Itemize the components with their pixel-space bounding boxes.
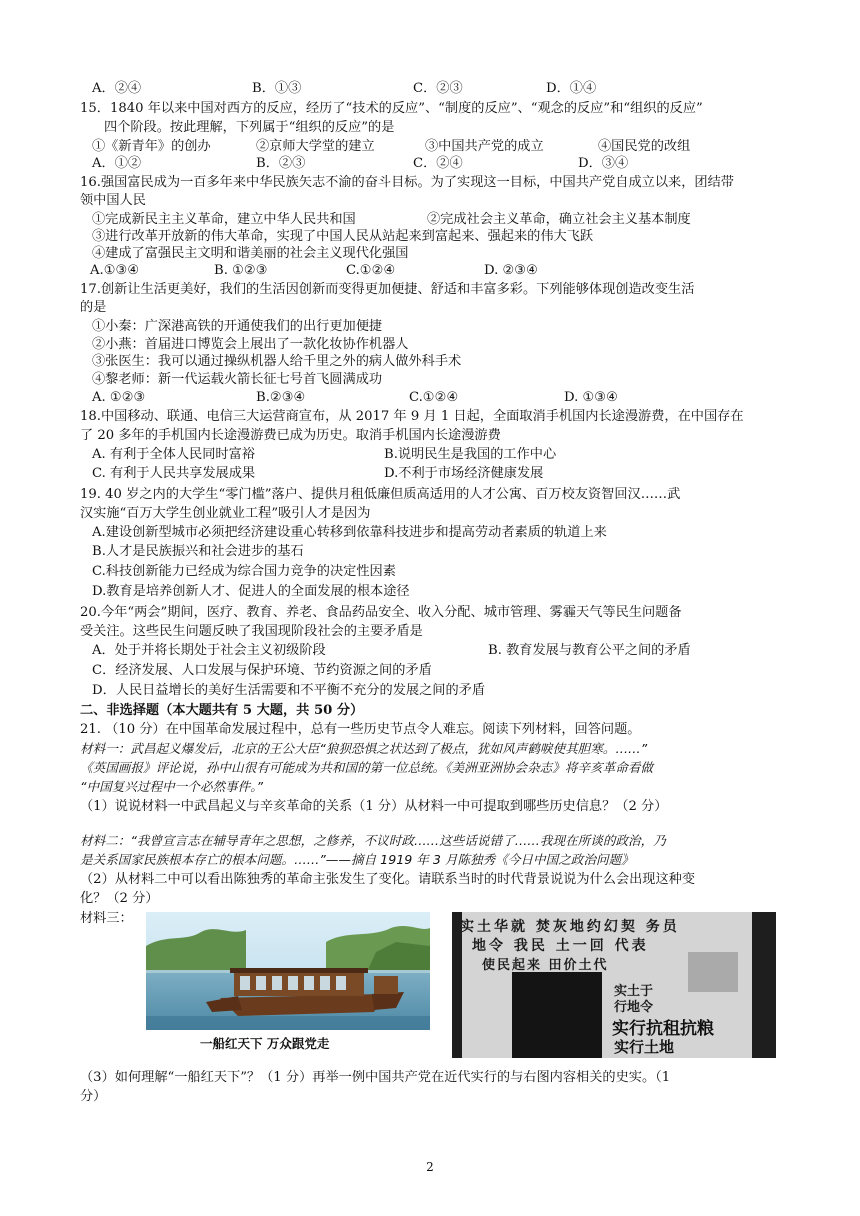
q21-subquestion-3-line-2: 分） xyxy=(80,1089,107,1104)
q18-stem-2: 了 20 多年的手机国内长途漫游费已成为历史。取消手机国内长途漫游费 xyxy=(80,428,501,443)
material-1-line-3: “中国复兴过程中一个必然事件。” xyxy=(80,779,264,794)
boat-caption: 一船红天下 万众跟党走 xyxy=(200,1036,330,1051)
q19-option-c: C.科技创新能力已经成为综合国力竞争的决定性因素 xyxy=(92,564,396,579)
q20-option-b: B. 教育发展与教育公平之间的矛盾 xyxy=(488,643,691,658)
q20-option-d: D．人民日益增长的美好生活需要和不平衡不充分的发展之间的矛盾 xyxy=(92,683,486,698)
q15-option-c: C．②④ xyxy=(413,156,463,171)
q15-option-d: D．③④ xyxy=(578,156,629,171)
q16-option-c: C.①②④ xyxy=(346,263,396,278)
material-2-line-2: 是关系国家民族根本存亡的根本问题。……”——摘自 1919 年 3 月陈独秀《今日中国之政治问题》 xyxy=(80,852,634,867)
material-2-line-1: 材料二：“我曾宣言志在辅导青年之思想，之修养，不议时政……这些话说错了……我现在所谈的政治，乃 xyxy=(80,833,666,848)
q21-subquestion-2-line-1: （2）从材料二中可以看出陈独秀的革命主张发生了变化。请联系当时的时代背景说说为什么会出现这种变 xyxy=(80,872,696,887)
q16-option-d: D. ②③④ xyxy=(484,263,538,278)
wall-slogan-line-3: 使民起来 田价土代 xyxy=(482,958,609,973)
material-1-line-1: 材料一：武昌起义爆发后，北京的王公大臣“狼狈恐惧之状达到了极点，犹如风声鹤唳使其胆寒。……” xyxy=(80,741,648,756)
wall-slogan-line-4: 实土于 xyxy=(614,984,654,999)
q19-stem-2: 汉实施“百万大学生创业就业工程”吸引人才是因为 xyxy=(80,506,371,521)
q16-item-3: ③进行改革开放新的伟大革命，实现了中国人民从站起来到富起来、强起来的伟大飞跃 xyxy=(92,229,594,244)
q17-item-4: ④黎老师：新一代运载火箭长征七号首飞圆满成功 xyxy=(92,372,383,387)
wall-slogan-line-2: 地令 我民 土一回 代表 xyxy=(472,938,649,954)
q18-option-c: C. 有利于人民共享发展成果 xyxy=(92,466,256,481)
q21-subquestion-2-line-2: 化？（2 分） xyxy=(80,891,159,906)
q19-option-d: D.教育是培养创新人才、促进人的全面发展的根本途径 xyxy=(92,584,410,599)
q18-option-b: B.说明民生是我国的工作中心 xyxy=(384,447,557,462)
q17-stem-1: 17.创新让生活更美好，我们的生活因创新而变得更加便捷、舒适和丰富多彩。下列能够体现创造改变生活 xyxy=(80,282,695,297)
material-1-line-2: 《英国画报》评论说，孙中山很有可能成为共和国的第一位总统。《美洲亚洲协会杂志》将辛亥革命看做 xyxy=(80,760,654,775)
q15-item-2: ②京师大学堂的建立 xyxy=(256,139,375,154)
q14-option-c: C．②③ xyxy=(413,81,463,96)
q17-item-3: ③张医生：我可以通过操纵机器人给千里之外的病人做外科手术 xyxy=(92,354,462,369)
page-number: 2 xyxy=(426,1160,434,1174)
q19-stem-1: 19. 40 岁之内的大学生“零门槛”落户、提供月租低廉但质高适用的人才公寓、百万校友资智回汉……武 xyxy=(80,487,681,502)
wall-slogan-line-5: 行地令 xyxy=(614,1000,654,1015)
q17-option-c: C.①②④ xyxy=(409,390,459,405)
wall-slogan-line-1: 实土华就 焚灰地约幻契 务员 xyxy=(460,919,680,935)
q18-option-a: A. 有利于全体人民同时富裕 xyxy=(92,447,255,462)
q16-option-a: A.①③④ xyxy=(90,263,140,278)
q19-option-a: A.建设创新型城市必须把经济建设重心转移到依靠科技进步和提高劳动者素质的轨道上来 xyxy=(92,525,607,540)
q21-stem: 21. （10 分）在中国革命发展过程中，总有一些历史节点令人难忘。阅读下列材料，回答问题。 xyxy=(80,722,641,737)
q16-item-4: ④建成了富强民主文明和谐美丽的社会主义现代化强国 xyxy=(92,246,409,261)
q17-item-2: ②小燕：首届进口博览会上展出了一款化妆协作机器人 xyxy=(92,337,409,352)
q20-stem-2: 受关注。这些民生问题反映了我国现阶段社会的主要矛盾是 xyxy=(80,624,423,639)
q16-stem-1: 16.强国富民成为一百多年来中华民族矢志不渝的奋斗目标。为了实现这一目标，中国共产党自成立以来，团结带 xyxy=(80,175,734,190)
q15-item-4: ④国民党的改组 xyxy=(598,139,691,154)
q16-stem-2: 领中国人民 xyxy=(80,193,146,208)
red-boat-photo xyxy=(146,912,430,1030)
q19-option-b: B.人才是民族振兴和社会进步的基石 xyxy=(92,544,304,559)
q20-option-a: A．处于并将长期处于社会主义初级阶段 xyxy=(92,643,326,658)
q14-option-b: B．①③ xyxy=(252,81,302,96)
q21-subquestion-3-line-1: （3）如何理解“一船红天下”？（1 分）再举一例中国共产党在近代实行的与右图内容相关的史实。（1 xyxy=(80,1070,671,1085)
q15-item-3: ③中国共产党的成立 xyxy=(425,139,544,154)
q20-stem-1: 20.今年“两会”期间，医疗、教育、养老、食品药品安全、收入分配、城市管理、雾霾天气等民生问题备 xyxy=(80,605,682,620)
q20-option-c: C．经济发展、人口发展与保护环境、节约资源之间的矛盾 xyxy=(92,663,432,678)
q15-stem-1: 15．1840 年以来中国对西方的反应，经历了“技术的反应”、“制度的反应”、“观念的反应”和“组织的反应” xyxy=(80,101,703,116)
q17-option-b: B.②③④ xyxy=(256,390,306,405)
wall-slogan-line-6: 实行抗租抗粮 xyxy=(612,1019,714,1039)
q16-option-b: B. ①②③ xyxy=(214,263,268,278)
q15-stem-2: 四个阶段。按此理解，下列属于“组织的反应”的是 xyxy=(104,120,395,135)
section-heading: 二、非选择题（本大题共有 5 大题，共 50 分） xyxy=(80,703,364,718)
q17-item-1: ①小秦：广深港高铁的开通使我们的出行更加便捷 xyxy=(92,319,383,334)
q14-option-a: A．②④ xyxy=(92,81,142,96)
wall-slogan-photo xyxy=(452,912,776,1058)
q15-option-b: B．②③ xyxy=(256,156,306,171)
q18-option-d: D.不利于市场经济健康发展 xyxy=(384,466,544,481)
q15-item-1: ①《新青年》的创办 xyxy=(92,139,211,154)
q17-option-a: A. ①②③ xyxy=(92,390,146,405)
q21-subquestion-1: （1）说说材料一中武昌起义与辛亥革命的关系（1 分）从材料一中可提取到哪些历史信息？（2 分） xyxy=(80,799,668,814)
q15-option-a: A．①② xyxy=(92,156,142,171)
q17-stem-2: 的是 xyxy=(80,300,107,315)
wall-slogan-line-7: 实行土地 xyxy=(614,1038,675,1056)
q14-option-d: D．①④ xyxy=(546,81,597,96)
q16-item-2: ②完成社会主义革命，确立社会主义基本制度 xyxy=(427,212,691,227)
q18-stem-1: 18.中国移动、联通、电信三大运营商宣布，从 2017 年 9 月 1 日起，全面取消手机国内长途漫游费，在中国存在 xyxy=(80,409,744,424)
q17-option-d: D. ①③④ xyxy=(564,390,618,405)
q16-item-1: ①完成新民主主义革命，建立中华人民共和国 xyxy=(92,212,356,227)
material-3-label: 材料三： xyxy=(80,911,133,926)
